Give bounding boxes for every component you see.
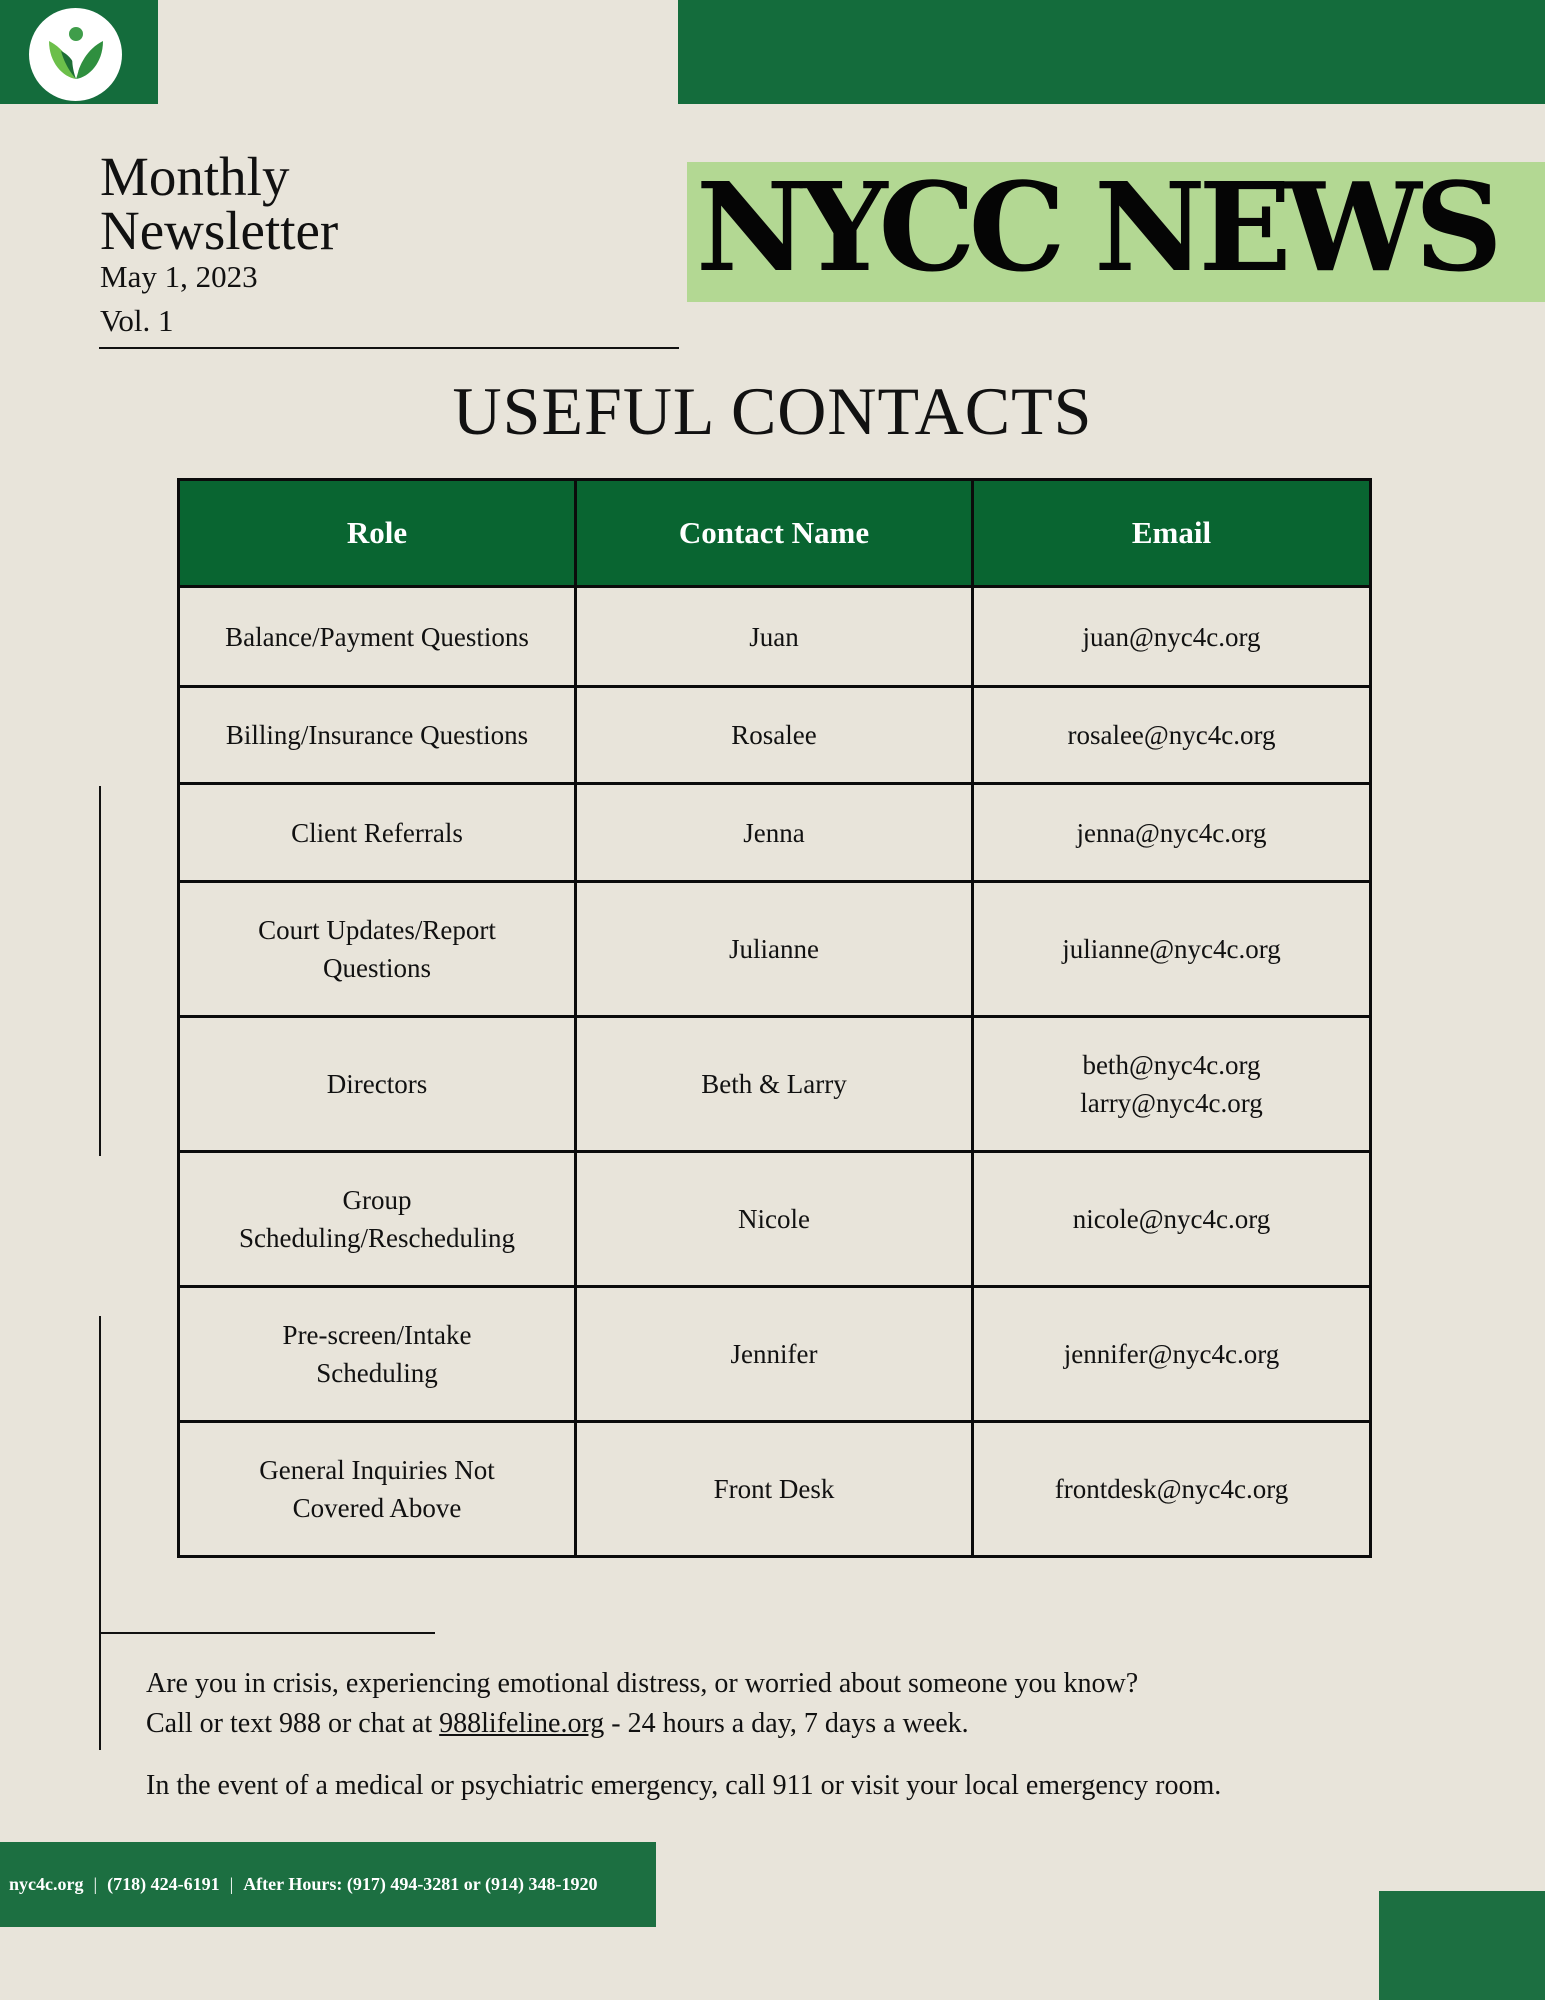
contact-name-cell: Julianne (576, 882, 973, 1017)
contact-name-cell: Jenna (576, 784, 973, 882)
crisis-hotline-prefix: Call or text 988 or chat at (146, 1708, 440, 1739)
side-rule-lower (99, 1316, 101, 1750)
lifeline-link[interactable]: 988lifeline.org (439, 1708, 605, 1739)
side-rule-upper (99, 786, 101, 1156)
role-cell (179, 882, 576, 1017)
contacts-table (177, 478, 1372, 1558)
role-cell: Balance/Payment Questions (179, 587, 576, 687)
crisis-hotline (146, 1708, 969, 1740)
contact-name-cell: Nicole (576, 1152, 973, 1287)
contact-name-cell: Jennifer (576, 1287, 973, 1422)
newsletter-title-line2: Newsletter (100, 200, 339, 261)
footer-after-hours: After Hours: (917) 494-3281 or (914) 348-1920 (243, 1874, 598, 1894)
logo (29, 8, 122, 101)
footer-contact-bar (0, 1842, 656, 1927)
table-row (179, 784, 1371, 882)
role-line: Group (342, 1185, 412, 1215)
crisis-question: Are you in crisis, experiencing emotional distress, or worried about someone you know? (146, 1668, 1139, 1699)
section-title: USEFUL CONTACTS (452, 373, 1093, 449)
footer-phone[interactable]: (718) 424-6191 (107, 1874, 220, 1894)
email-cell[interactable]: nicole@nyc4c.org (973, 1152, 1371, 1287)
email-cell[interactable]: juan@nyc4c.org (973, 587, 1371, 687)
table-row (179, 587, 1371, 687)
role-cell: Client Referrals (179, 784, 576, 882)
newsletter-title-line1: Monthly (100, 146, 290, 207)
table-row (179, 1287, 1371, 1422)
table-header-row (179, 480, 1371, 587)
contact-name-cell: Juan (576, 587, 973, 687)
crisis-hotline-suffix: - 24 hours a day, 7 days a week. (611, 1708, 969, 1739)
brand-title: NYCC NEWS (696, 155, 1496, 299)
crisis-divider (99, 1632, 435, 1634)
role-line: Covered Above (292, 1493, 462, 1523)
table-row (179, 882, 1371, 1017)
bottom-right-decor-bar (1379, 1891, 1545, 2000)
email-cell[interactable]: julianne@nyc4c.org (973, 882, 1371, 1017)
header-contact-name: Contact Name (576, 480, 973, 587)
email-cell[interactable]: rosalee@nyc4c.org (973, 687, 1371, 784)
footer-separator: | (229, 1874, 234, 1894)
role-line: Scheduling (316, 1358, 438, 1388)
email-line[interactable]: larry@nyc4c.org (1080, 1088, 1263, 1118)
role-cell (179, 1287, 576, 1422)
table-row (179, 1017, 1371, 1152)
newsletter-volume: Vol. 1 (100, 303, 174, 338)
table-row (179, 1422, 1371, 1557)
role-line: General Inquiries Not (259, 1455, 495, 1485)
leaf-person-logo-icon (43, 21, 109, 89)
role-line: Court Updates/Report (258, 915, 496, 945)
top-right-decor-bar (678, 0, 1545, 104)
footer-separator: | (93, 1874, 98, 1894)
role-cell (179, 1152, 576, 1287)
email-cell (973, 1017, 1371, 1152)
email-cell[interactable]: jenna@nyc4c.org (973, 784, 1371, 882)
role-cell (179, 1422, 576, 1557)
email-cell[interactable]: frontdesk@nyc4c.org (973, 1422, 1371, 1557)
email-cell[interactable]: jennifer@nyc4c.org (973, 1287, 1371, 1422)
footer-website[interactable]: nyc4c.org (9, 1874, 84, 1894)
table-row (179, 1152, 1371, 1287)
header-role: Role (179, 480, 576, 587)
contact-name-cell: Rosalee (576, 687, 973, 784)
role-line: Questions (323, 953, 431, 983)
contact-name-cell: Front Desk (576, 1422, 973, 1557)
role-cell: Billing/Insurance Questions (179, 687, 576, 784)
email-line[interactable]: beth@nyc4c.org (1082, 1050, 1261, 1080)
newsletter-title (100, 146, 339, 261)
role-line: Pre-screen/Intake (282, 1320, 472, 1350)
newsletter-date: May 1, 2023 (100, 259, 258, 294)
role-line: Scheduling/Rescheduling (239, 1223, 515, 1253)
header-email: Email (973, 480, 1371, 587)
role-cell: Directors (179, 1017, 576, 1152)
header-divider (99, 347, 679, 349)
contact-name-cell: Beth & Larry (576, 1017, 973, 1152)
emergency-note: In the event of a medical or psychiatric emergency, call 911 or visit your local emergency room. (146, 1770, 1222, 1801)
table-row (179, 687, 1371, 784)
